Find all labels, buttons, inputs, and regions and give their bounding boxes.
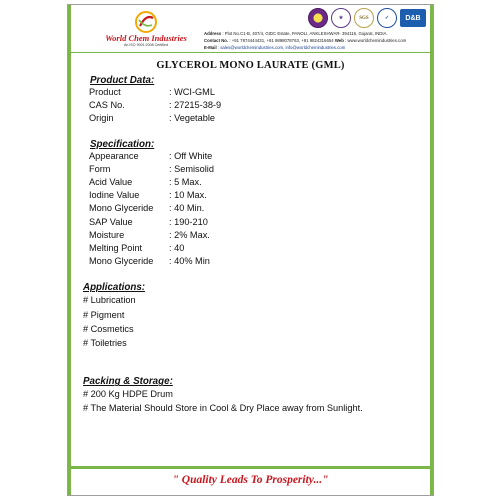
applications-heading: Applications: xyxy=(83,282,146,294)
specification-heading: Specification: xyxy=(90,138,155,150)
specification-table xyxy=(83,150,423,269)
row-value: : 40 Min. xyxy=(169,203,205,214)
address-text: : Plot No.C1-B, 407/4, GIDC Estate, PANOLI, ANKLESHWAR- 394116, Gujarat, INDIA. xyxy=(222,31,388,36)
footer xyxy=(71,466,430,495)
company-tagline: An ISO 9001:2008 Certified xyxy=(124,43,168,47)
row-key: Melting Point xyxy=(89,243,143,254)
row-key: Appearance xyxy=(89,150,139,161)
row-value: : 190-210 xyxy=(169,216,208,227)
company-name: World Chem Industries xyxy=(105,33,187,43)
row-key: SAP Value xyxy=(89,216,133,227)
product-data-heading: Product Data: xyxy=(90,75,155,86)
flask-logo-icon xyxy=(133,11,159,33)
address-label: Address xyxy=(204,31,222,36)
row-value: : Vegetable xyxy=(169,113,215,124)
company-logo xyxy=(91,11,201,51)
row-key: Mono Glyceride xyxy=(89,203,154,214)
table-row xyxy=(83,150,423,163)
table-row xyxy=(83,163,423,176)
company-address-block xyxy=(204,30,434,51)
email-text[interactable]: : sales@worldchemindustries.com, info@worldchemindustries.com xyxy=(217,45,346,50)
email-label: E-Mail xyxy=(204,45,217,50)
list-item: # Cosmetics xyxy=(83,323,134,334)
document-body xyxy=(83,75,423,416)
table-row xyxy=(83,86,423,99)
product-data-table xyxy=(83,86,423,126)
row-value: : Off White xyxy=(169,150,213,161)
row-key: Origin xyxy=(89,113,114,124)
web-label: Web xyxy=(334,38,344,43)
row-value: : WCI-GML xyxy=(169,87,215,97)
row-value: : 40% Min xyxy=(169,256,210,267)
table-row xyxy=(83,112,423,125)
list-item: # The Material Should Store in Cool & Dry Place away from Sunlight. xyxy=(83,403,363,414)
quality-seal-icon: ✓ xyxy=(377,8,397,28)
left-accent-bar xyxy=(68,5,71,495)
row-value: : Semisolid xyxy=(169,163,214,174)
letterhead xyxy=(71,5,430,53)
packing-storage-heading: Packing & Storage: xyxy=(83,376,173,388)
contact-text: : +91 7874444431, +91 9898078763, +91 9824316654 xyxy=(229,38,334,43)
row-value: : 27215-38-9 xyxy=(169,100,222,111)
row-key: CAS No. xyxy=(89,100,125,111)
row-key: Form xyxy=(89,163,111,174)
table-row xyxy=(83,216,423,229)
table-row xyxy=(83,176,423,189)
table-row xyxy=(83,255,423,268)
right-accent-bar xyxy=(430,5,433,495)
list-item: # Pigment xyxy=(83,309,125,320)
dnb-badge: D&B xyxy=(400,9,426,27)
applications-list xyxy=(83,293,423,350)
row-value: : 2% Max. xyxy=(169,229,210,240)
certification-badges xyxy=(308,7,426,29)
contact-label: Contact No. xyxy=(204,38,229,43)
row-value: : 10 Max. xyxy=(169,190,207,201)
row-key: Mono Glyceride xyxy=(89,256,154,267)
table-row xyxy=(83,99,423,112)
row-key: Moisture xyxy=(89,229,125,240)
row-key: Iodine Value xyxy=(89,190,140,201)
row-value: : 5 Max. xyxy=(169,177,202,188)
document-page xyxy=(67,4,434,496)
header-divider xyxy=(71,52,430,53)
table-row xyxy=(83,229,423,242)
row-key: Acid Value xyxy=(89,177,133,188)
award-seal-icon xyxy=(308,8,328,28)
list-item: # 200 Kg HDPE Drum xyxy=(83,389,173,400)
row-value: : 40 xyxy=(169,243,185,254)
iso-seal-icon: ★ xyxy=(331,8,351,28)
list-item: # Toiletries xyxy=(83,338,127,349)
packing-list xyxy=(83,387,423,415)
row-key: Product xyxy=(89,87,121,97)
footer-slogan: " Quality Leads To Prosperity..." xyxy=(172,474,329,486)
sgs-seal-icon: SGS xyxy=(354,8,374,28)
web-text[interactable]: : www.worldchemindustries.com xyxy=(345,38,407,43)
table-row xyxy=(83,202,423,215)
table-row xyxy=(83,189,423,202)
product-title: GLYCEROL MONO LAURATE (GML) xyxy=(156,60,345,71)
table-row xyxy=(83,242,423,255)
list-item: # Lubrication xyxy=(83,295,136,306)
